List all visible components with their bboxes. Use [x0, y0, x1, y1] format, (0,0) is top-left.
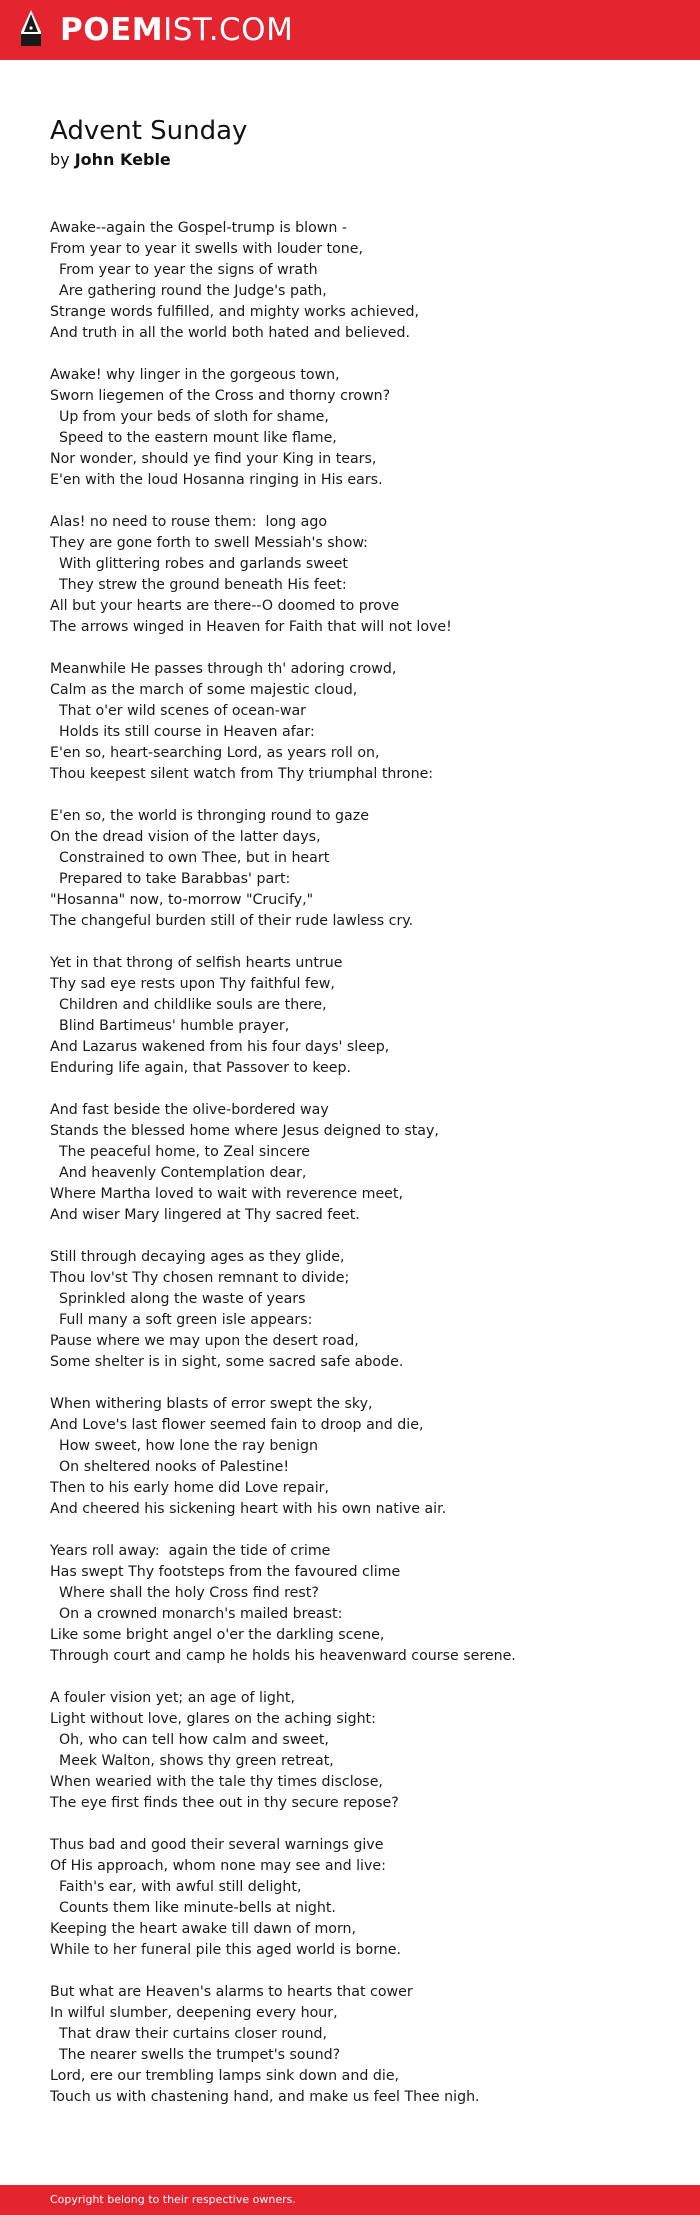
poem-line: Enduring life again, that Passover to keep. — [50, 1060, 351, 1076]
copyright-notice: Copyright belong to their respective owners. — [50, 2193, 296, 2206]
stanza — [50, 953, 670, 1079]
poem-line: Pause where we may upon the desert road, — [50, 1333, 359, 1349]
stanza — [50, 1541, 670, 1667]
poem-line: Still through decaying ages as they glide, — [50, 1249, 345, 1265]
pen-nib-icon — [16, 10, 46, 50]
poem-line: Blind Bartimeus' humble prayer, — [50, 1018, 290, 1034]
poem-line: Thou lov'st Thy chosen remnant to divide; — [50, 1270, 350, 1286]
poem-line: The peaceful home, to Zeal sincere — [50, 1144, 311, 1160]
poem-line: They are gone forth to swell Messiah's show: — [50, 535, 368, 551]
poem-line: Meanwhile He passes through th' adoring crowd, — [50, 661, 397, 677]
poem-line: Years roll away: again the tide of crime — [50, 1543, 331, 1559]
poem-line: With glittering robes and garlands sweet — [50, 556, 348, 572]
stanza — [50, 1688, 670, 1814]
poem-line: From year to year it swells with louder tone, — [50, 241, 364, 257]
poem-line: Where Martha loved to wait with reverence meet, — [50, 1186, 403, 1202]
by-label: by — [50, 150, 70, 169]
poem-line: Nor wonder, should ye find your King in tears, — [50, 451, 377, 467]
poem-line: And wiser Mary lingered at Thy sacred feet. — [50, 1207, 360, 1223]
stanza — [50, 806, 670, 932]
stanza — [50, 218, 670, 344]
poem-line: Light without love, glares on the aching sight: — [50, 1711, 376, 1727]
logo-text-light: IST.COM — [163, 12, 294, 48]
site-header — [0, 0, 700, 60]
stanza — [50, 512, 670, 638]
poem-line: E'en with the loud Hosanna ringing in His ears. — [50, 472, 383, 488]
poem-line: And fast beside the olive-bordered way — [50, 1102, 329, 1118]
poem-line: And truth in all the world both hated and believed. — [50, 325, 410, 341]
poem-line: The eye first finds thee out in thy secure repose? — [50, 1795, 399, 1811]
poem-line: E'en so, the world is thronging round to gaze — [50, 808, 369, 824]
poem-line: Then to his early home did Love repair, — [50, 1480, 329, 1496]
poem-line: On a crowned monarch's mailed breast: — [50, 1606, 343, 1622]
poem-line: Of His approach, whom none may see and live: — [50, 1858, 386, 1874]
poem-line: Meek Walton, shows thy green retreat, — [50, 1753, 334, 1769]
poem-line: Strange words fulfilled, and mighty works achieved, — [50, 304, 420, 320]
stanza — [50, 1394, 670, 1520]
poem-line: When wearied with the tale thy times disclose, — [50, 1774, 383, 1790]
site-logo[interactable] — [16, 10, 293, 50]
poem-line: Sprinkled along the waste of years — [50, 1291, 306, 1307]
poem-line: Calm as the march of some majestic cloud, — [50, 682, 358, 698]
stanza — [50, 1835, 670, 1961]
stanza — [50, 1100, 670, 1226]
poem-line: And heavenly Contemplation dear, — [50, 1165, 307, 1181]
poem-line: Children and childlike souls are there, — [50, 997, 327, 1013]
poem-line: Some shelter is in sight, some sacred safe abode. — [50, 1354, 404, 1370]
poem-line: Are gathering round the Judge's path, — [50, 283, 327, 299]
poem-line: They strew the ground beneath His feet: — [50, 577, 347, 593]
poem-line: The changeful burden still of their rude lawless cry. — [50, 913, 414, 929]
poem-line: Awake--again the Gospel-trump is blown - — [50, 220, 348, 236]
poem-line: Thus bad and good their several warnings give — [50, 1837, 384, 1853]
poem-line: Sworn liegemen of the Cross and thorny crown? — [50, 388, 391, 404]
poem-line: Oh, who can tell how calm and sweet, — [50, 1732, 329, 1748]
poem-line: On the dread vision of the latter days, — [50, 829, 321, 845]
poem-line: But what are Heaven's alarms to hearts that cower — [50, 1984, 413, 2000]
author-link[interactable]: John Keble — [74, 150, 171, 169]
poem-line: Keeping the heart awake till dawn of morn, — [50, 1921, 357, 1937]
stanza — [50, 1247, 670, 1373]
logo-wordmark — [60, 10, 293, 50]
poem-line: Stands the blessed home where Jesus deigned to stay, — [50, 1123, 439, 1139]
poem-line: From year to year the signs of wrath — [50, 262, 318, 278]
poem-line: How sweet, how lone the ray benign — [50, 1438, 319, 1454]
poem-line: Has swept Thy footsteps from the favoured clime — [50, 1564, 401, 1580]
poem-line: Full many a soft green isle appears: — [50, 1312, 313, 1328]
poem-line: Thy sad eye rests upon Thy faithful few, — [50, 976, 335, 992]
poem-line: Awake! why linger in the gorgeous town, — [50, 367, 340, 383]
logo-text-bold: POEM — [60, 12, 164, 48]
poem-line: Up from your beds of sloth for shame, — [50, 409, 329, 425]
poem-line: That draw their curtains closer round, — [50, 2026, 327, 2042]
poem-line: E'en so, heart-searching Lord, as years roll on, — [50, 745, 380, 761]
poem-line: Holds its still course in Heaven afar: — [50, 724, 315, 740]
poem-line: That o'er wild scenes of ocean-war — [50, 703, 306, 719]
poem-line: Thou keepest silent watch from Thy triumphal throne: — [50, 766, 434, 782]
poem-line: Counts them like minute-bells at night. — [50, 1900, 336, 1916]
poem-line: Where shall the holy Cross find rest? — [50, 1585, 319, 1601]
poem-line: Like some bright angel o'er the darkling scene, — [50, 1627, 385, 1643]
stanza — [50, 659, 670, 785]
poem-line: The arrows winged in Heaven for Faith that will not love! — [50, 619, 452, 635]
stanza — [50, 1982, 670, 2108]
poem-line: Lord, ere our trembling lamps sink down and die, — [50, 2068, 400, 2084]
poem-line: The nearer swells the trumpet's sound? — [50, 2047, 341, 2063]
poem-line: Speed to the eastern mount like flame, — [50, 430, 337, 446]
poem-line: Faith's ear, with awful still delight, — [50, 1879, 302, 1895]
poem-line: A fouler vision yet; an age of light, — [50, 1690, 295, 1706]
poem-byline — [50, 150, 171, 169]
poem-line: Alas! no need to rouse them: long ago — [50, 514, 328, 530]
poem-line: Prepared to take Barabbas' part: — [50, 871, 291, 887]
site-footer — [0, 2185, 700, 2215]
poem-line: And Lazarus wakened from his four days' sleep, — [50, 1039, 390, 1055]
poem-line: When withering blasts of error swept the sky, — [50, 1396, 373, 1412]
poem-line: In wilful slumber, deepening every hour, — [50, 2005, 338, 2021]
poem-line: And cheered his sickening heart with his own native air. — [50, 1501, 447, 1517]
stanza — [50, 365, 670, 491]
poem-line: All but your hearts are there--O doomed to prove — [50, 598, 400, 614]
poem-title: Advent Sunday — [50, 116, 248, 146]
poem-body — [50, 218, 670, 2129]
poem-line: Touch us with chastening hand, and make us feel Thee nigh. — [50, 2089, 480, 2105]
poem-line: While to her funeral pile this aged world is borne. — [50, 1942, 402, 1958]
poem-line: And Love's last flower seemed fain to droop and die, — [50, 1417, 424, 1433]
poem-line: On sheltered nooks of Palestine! — [50, 1459, 290, 1475]
poem-line: Constrained to own Thee, but in heart — [50, 850, 330, 866]
poem-line: "Hosanna" now, to-morrow "Crucify," — [50, 892, 314, 908]
poem-line: Through court and camp he holds his heavenward course serene. — [50, 1648, 516, 1664]
poem-line: Yet in that throng of selfish hearts untrue — [50, 955, 343, 971]
